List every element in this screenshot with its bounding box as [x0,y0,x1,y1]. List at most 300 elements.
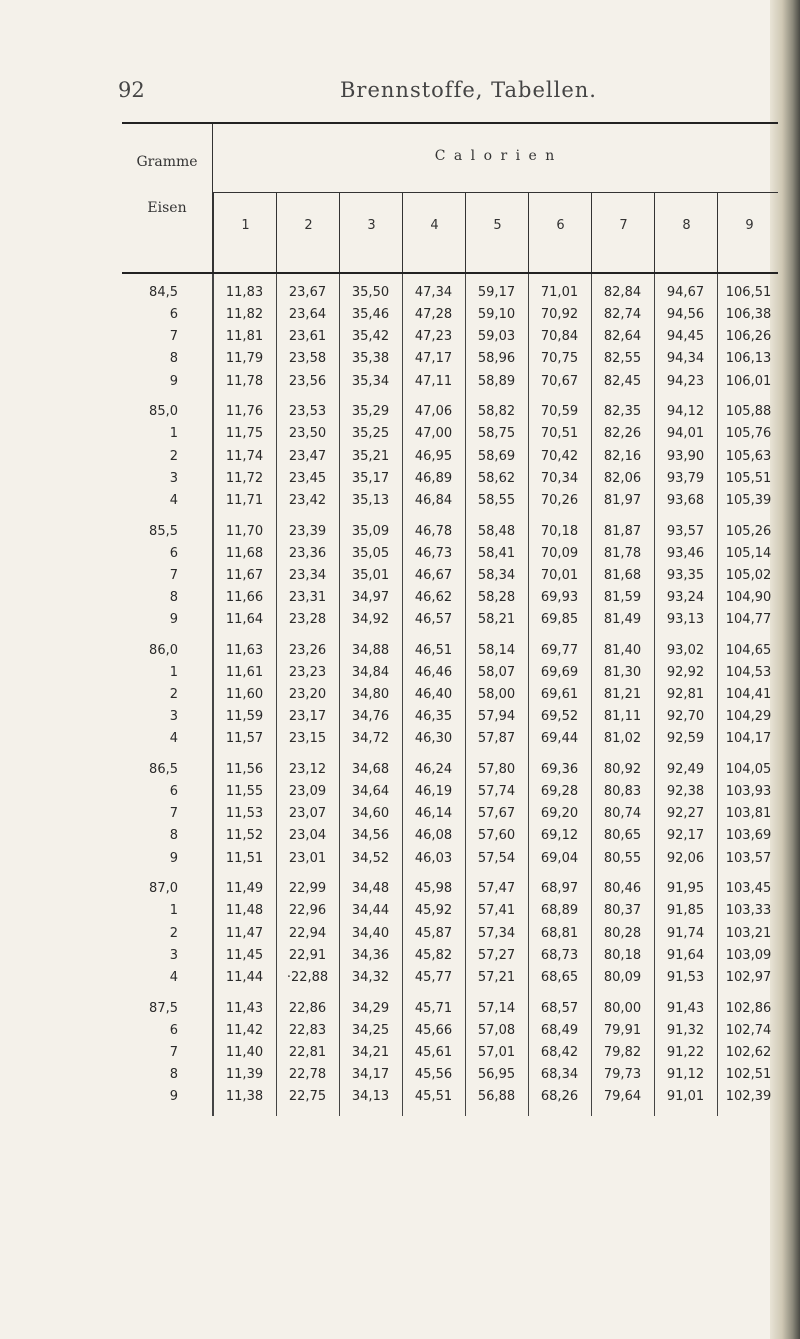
row-key: 8 [169,589,178,605]
table-cell: 93,35 [666,567,705,583]
table-cell: 103,09 [725,947,772,963]
table-cell: 91,32 [666,1022,705,1038]
table-cell: 46,35 [414,709,453,725]
table-cell: 94,34 [666,351,705,367]
table-cell: 103,69 [725,828,772,844]
table-cell: 80,55 [603,850,642,866]
table-cell: 46,40 [414,687,453,703]
table-cell: 22,94 [288,925,327,941]
table-cell: 23,50 [288,426,327,442]
table-cell: 58,82 [477,404,516,420]
table-cell: 70,18 [540,523,579,539]
table-cell: 22,86 [288,1000,327,1016]
table-cell: 102,97 [725,969,772,985]
table-cell: 94,01 [666,426,705,442]
table-cell: 46,67 [414,567,453,583]
table-cell: ·22,88 [286,969,329,985]
table-cell: 69,20 [540,806,579,822]
table-cell: 23,17 [288,709,327,725]
table-cell: 11,59 [225,709,264,725]
table-cell: 91,64 [666,947,705,963]
table-cell: 11,78 [225,373,264,389]
table-cell: 11,48 [225,903,264,919]
table-row [122,900,778,922]
table-cell: 45,92 [414,903,453,919]
table-cell: 93,13 [666,612,705,628]
table-cell: 58,28 [477,589,516,605]
table-cell: 80,28 [603,925,642,941]
table-cell: 69,52 [540,709,579,725]
column-rule [402,274,403,1116]
table-cell: 34,44 [351,903,390,919]
table-cell: 68,81 [540,925,579,941]
table-row [122,945,778,967]
table-row [122,640,778,662]
table-cell: 93,57 [666,523,705,539]
table-cell: 81,21 [603,687,642,703]
table-cell: 80,83 [603,784,642,800]
table-cell: 69,04 [540,850,579,866]
row-key: 4 [169,731,178,747]
table-cell: 11,56 [225,762,264,777]
row-key: 6 [169,545,178,561]
row-key: 1 [169,903,178,919]
table-cell: 11,63 [225,642,264,658]
table-cell: 45,51 [414,1089,453,1105]
table-cell: 57,27 [477,947,516,963]
table-cell: 11,72 [225,470,264,486]
table-cell: 82,84 [603,285,642,300]
table-cell: 79,64 [603,1089,642,1105]
table-cell: 35,13 [351,492,390,508]
table-cell: 45,66 [414,1022,453,1038]
row-key: 2 [169,925,178,941]
table-cell: 47,17 [414,351,453,367]
table-cell: 34,40 [351,925,390,941]
table-row [122,706,778,728]
table-cell: 92,92 [666,664,705,680]
table-cell: 94,23 [666,373,705,389]
table-cell: 58,21 [477,612,516,628]
column-header-6 [528,192,592,272]
table-cell: 11,38 [225,1089,264,1105]
table-cell: 57,21 [477,969,516,985]
table-cell: 11,83 [225,285,264,300]
table-cell: 11,49 [225,881,264,897]
table-cell: 57,94 [477,709,516,725]
table-cell: 105,88 [725,404,772,420]
table-cell: 23,53 [288,404,327,420]
table-cell: 46,89 [414,470,453,486]
table-cell: 91,53 [666,969,705,985]
table-cell: 56,95 [477,1066,516,1082]
table-cell: 68,57 [540,1000,579,1016]
table-cell: 106,01 [725,373,772,389]
table-cell: 92,38 [666,784,705,800]
table-cell: 23,39 [288,523,327,539]
row-key: 7 [169,1044,178,1060]
table-row [122,848,778,870]
table-cell: 59,10 [477,307,516,323]
row-key: 7 [169,806,178,822]
calorien-header: C a l o r i e n [434,148,557,164]
table-cell: 80,00 [603,1000,642,1016]
row-key: 84,5 [149,285,178,300]
table-cell: 80,18 [603,947,642,963]
table-cell: 103,33 [725,903,772,919]
table-row [122,401,778,423]
table-row [122,587,778,609]
table-cell: 80,65 [603,828,642,844]
table-cell: 91,74 [666,925,705,941]
table-cell: 106,13 [725,351,772,367]
table-cell: 59,17 [477,285,516,300]
table-cell: 11,43 [225,1000,264,1016]
row-key: 85,5 [149,523,178,539]
table-cell: 92,49 [666,762,705,777]
table-cell: 69,28 [540,784,579,800]
table-row [122,521,778,543]
table-cell: 105,02 [725,567,772,583]
row-key: 87,0 [149,881,178,897]
column-header-label: 6 [556,218,565,233]
table-row [122,1042,778,1064]
table-cell: 11,70 [225,523,264,539]
table-row [122,684,778,706]
table-cell: 68,26 [540,1089,579,1105]
table-cell: 104,05 [725,762,772,777]
table-cell: 11,57 [225,731,264,747]
table-cell: 92,70 [666,709,705,725]
table-cell: 46,73 [414,545,453,561]
table-cell: 68,97 [540,881,579,897]
table-cell: 11,44 [225,969,264,985]
table-cell: 81,78 [603,545,642,561]
table-cell: 34,72 [351,731,390,747]
table-cell: 35,25 [351,426,390,442]
table-cell: 23,12 [288,762,327,777]
table-cell: 58,62 [477,470,516,486]
table-cell: 23,34 [288,567,327,583]
table-cell: 58,75 [477,426,516,442]
table-cell: 35,17 [351,470,390,486]
table-cell: 71,01 [540,285,579,300]
table-cell: 82,16 [603,448,642,464]
table-cell: 11,74 [225,448,264,464]
table-cell: 23,23 [288,664,327,680]
table-cell: 82,26 [603,426,642,442]
table-cell: 81,59 [603,589,642,605]
table-cell: 34,80 [351,687,390,703]
table-cell: 35,05 [351,545,390,561]
calorie-table [122,122,778,1116]
table-cell: 79,91 [603,1022,642,1038]
table-cell: 57,87 [477,731,516,747]
table-cell: 34,84 [351,664,390,680]
table-row [122,662,778,684]
column-rule [276,274,277,1116]
table-cell: 105,14 [725,545,772,561]
table-cell: 91,12 [666,1066,705,1082]
row-key: 8 [169,828,178,844]
table-row [122,326,778,348]
table-cell: 34,97 [351,589,390,605]
table-cell: 35,46 [351,307,390,323]
column-header-8 [654,192,718,272]
table-cell: 46,14 [414,806,453,822]
table-cell: 82,45 [603,373,642,389]
table-cell: 23,42 [288,492,327,508]
table-cell: 70,26 [540,492,579,508]
table-cell: 22,75 [288,1089,327,1105]
table-cell: 70,34 [540,470,579,486]
table-cell: 57,67 [477,806,516,822]
table-cell: 46,03 [414,850,453,866]
table-cell: 45,82 [414,947,453,963]
table-cell: 11,71 [225,492,264,508]
table-cell: 106,51 [725,285,772,300]
table-cell: 68,49 [540,1022,579,1038]
table-cell: 79,73 [603,1066,642,1082]
table-cell: 105,51 [725,470,772,486]
table-cell: 93,79 [666,470,705,486]
column-header-5 [465,192,529,272]
table-cell: 80,92 [603,762,642,777]
column-rule [213,274,214,1116]
table-cell: 103,21 [725,925,772,941]
table-cell: 102,51 [725,1066,772,1082]
row-key: 2 [169,687,178,703]
table-cell: 11,67 [225,567,264,583]
table-cell: 46,19 [414,784,453,800]
table-row [122,371,778,393]
table-cell: 35,21 [351,448,390,464]
table-cell: 22,78 [288,1066,327,1082]
table-cell: 46,57 [414,612,453,628]
table-cell: 22,91 [288,947,327,963]
table-cell: 93,02 [666,642,705,658]
table-cell: 70,59 [540,404,579,420]
table-cell: 82,06 [603,470,642,486]
table-cell: 34,56 [351,828,390,844]
table-cell: 93,24 [666,589,705,605]
table-cell: 104,29 [725,709,772,725]
table-cell: 92,59 [666,731,705,747]
table-cell: 79,82 [603,1044,642,1060]
column-header-label: 7 [619,218,628,233]
table-cell: 92,06 [666,850,705,866]
table-cell: 11,75 [225,426,264,442]
table-cell: 34,17 [351,1066,390,1082]
table-row [122,490,778,512]
table-cell: 34,76 [351,709,390,725]
table-cell: 105,26 [725,523,772,539]
table-cell: 104,17 [725,731,772,747]
table-row [122,282,778,304]
table-cell: 68,34 [540,1066,579,1082]
table-cell: 81,97 [603,492,642,508]
table-cell: 91,43 [666,1000,705,1016]
table-cell: 11,45 [225,947,264,963]
table-cell: 11,42 [225,1022,264,1038]
table-cell: 22,96 [288,903,327,919]
row-key: 9 [169,1089,178,1105]
table-cell: 34,36 [351,947,390,963]
table-cell: 94,45 [666,329,705,345]
table-row [122,304,778,326]
table-cell: 22,99 [288,881,327,897]
table-row [122,998,778,1020]
table-cell: 102,74 [725,1022,772,1038]
table-cell: 35,01 [351,567,390,583]
table-cell: 46,62 [414,589,453,605]
table-cell: 11,40 [225,1044,264,1060]
table-cell: 91,95 [666,881,705,897]
table-cell: 23,26 [288,642,327,658]
table-cell: 34,52 [351,850,390,866]
table-cell: 45,71 [414,1000,453,1016]
table-cell: 81,87 [603,523,642,539]
table-cell: 58,07 [477,664,516,680]
table-cell: 57,08 [477,1022,516,1038]
table-cell: 34,92 [351,612,390,628]
table-cell: 82,35 [603,404,642,420]
table-cell: 11,68 [225,545,264,561]
table-cell: 22,83 [288,1022,327,1038]
table-cell: 11,66 [225,589,264,605]
table-cell: 69,61 [540,687,579,703]
table-cell: 70,75 [540,351,579,367]
table-cell: 57,14 [477,1000,516,1016]
row-key: 87,5 [149,1000,178,1016]
page-header [0,78,800,118]
table-cell: 34,25 [351,1022,390,1038]
table-cell: 59,03 [477,329,516,345]
table-row [122,565,778,587]
table-cell: 94,56 [666,307,705,323]
row-key: 6 [169,1022,178,1038]
column-header-1 [213,192,277,272]
column-header-label: 1 [241,218,250,233]
table-cell: 81,30 [603,664,642,680]
table-cell: 11,79 [225,351,264,367]
table-cell: 47,28 [414,307,453,323]
table-cell: 104,53 [725,664,772,680]
table-cell: 94,12 [666,404,705,420]
table-header [122,124,778,274]
table-cell: 11,52 [225,828,264,844]
table-cell: 45,98 [414,881,453,897]
table-cell: 23,61 [288,329,327,345]
table-row [122,1064,778,1086]
table-cell: 58,14 [477,642,516,658]
table-cell: 22,81 [288,1044,327,1060]
table-cell: 46,08 [414,828,453,844]
table-cell: 70,01 [540,567,579,583]
table-cell: 70,42 [540,448,579,464]
row-key: 2 [169,448,178,464]
table-cell: 34,68 [351,762,390,777]
row-key: 3 [169,470,178,486]
unit-header-line-1: Gramme [136,154,198,170]
table-body [122,274,778,1116]
row-key: 8 [169,351,178,367]
table-cell: 105,63 [725,448,772,464]
table-cell: 104,90 [725,589,772,605]
table-cell: 35,29 [351,404,390,420]
table-row [122,609,778,631]
table-cell: 58,41 [477,545,516,561]
table-cell: 47,00 [414,426,453,442]
table-cell: 81,49 [603,612,642,628]
table-cell: 81,40 [603,642,642,658]
table-cell: 106,38 [725,307,772,323]
table-row [122,825,778,847]
table-cell: 103,57 [725,850,772,866]
table-cell: 35,09 [351,523,390,539]
table-cell: 35,50 [351,285,390,300]
table-cell: 58,96 [477,351,516,367]
table-row [122,446,778,468]
table-cell: 56,88 [477,1089,516,1105]
table-cell: 11,47 [225,925,264,941]
table-cell: 81,02 [603,731,642,747]
table-cell: 11,81 [225,329,264,345]
table-cell: 46,30 [414,731,453,747]
table-row [122,543,778,565]
table-cell: 34,64 [351,784,390,800]
table-row [122,781,778,803]
table-cell: 91,01 [666,1089,705,1105]
table-cell: 106,26 [725,329,772,345]
table-cell: 70,51 [540,426,579,442]
column-header-2 [276,192,340,272]
table-cell: 69,69 [540,664,579,680]
row-key: 7 [169,567,178,583]
column-header-label: 5 [493,218,502,233]
table-cell: 34,60 [351,806,390,822]
table-cell: 23,31 [288,589,327,605]
table-cell: 11,39 [225,1066,264,1082]
table-cell: 105,76 [725,426,772,442]
table-cell: 57,80 [477,762,516,777]
row-key: 9 [169,373,178,389]
row-key: 6 [169,784,178,800]
table-cell: 45,77 [414,969,453,985]
table-cell: 23,67 [288,285,327,300]
table-cell: 69,77 [540,642,579,658]
table-cell: 92,17 [666,828,705,844]
table-cell: 94,67 [666,285,705,300]
table-cell: 58,34 [477,567,516,583]
table-cell: 35,38 [351,351,390,367]
table-cell: 102,39 [725,1089,772,1105]
column-header-7 [591,192,655,272]
table-cell: 46,24 [414,762,453,777]
table-cell: 68,73 [540,947,579,963]
table-cell: 23,56 [288,373,327,389]
table-cell: 11,55 [225,784,264,800]
table-cell: 47,23 [414,329,453,345]
table-cell: 80,46 [603,881,642,897]
column-header-label: 2 [304,218,313,233]
table-row [122,759,778,781]
table-cell: 70,84 [540,329,579,345]
table-row [122,1086,778,1108]
table-cell: 70,67 [540,373,579,389]
table-cell: 11,60 [225,687,264,703]
column-rule [717,274,718,1116]
